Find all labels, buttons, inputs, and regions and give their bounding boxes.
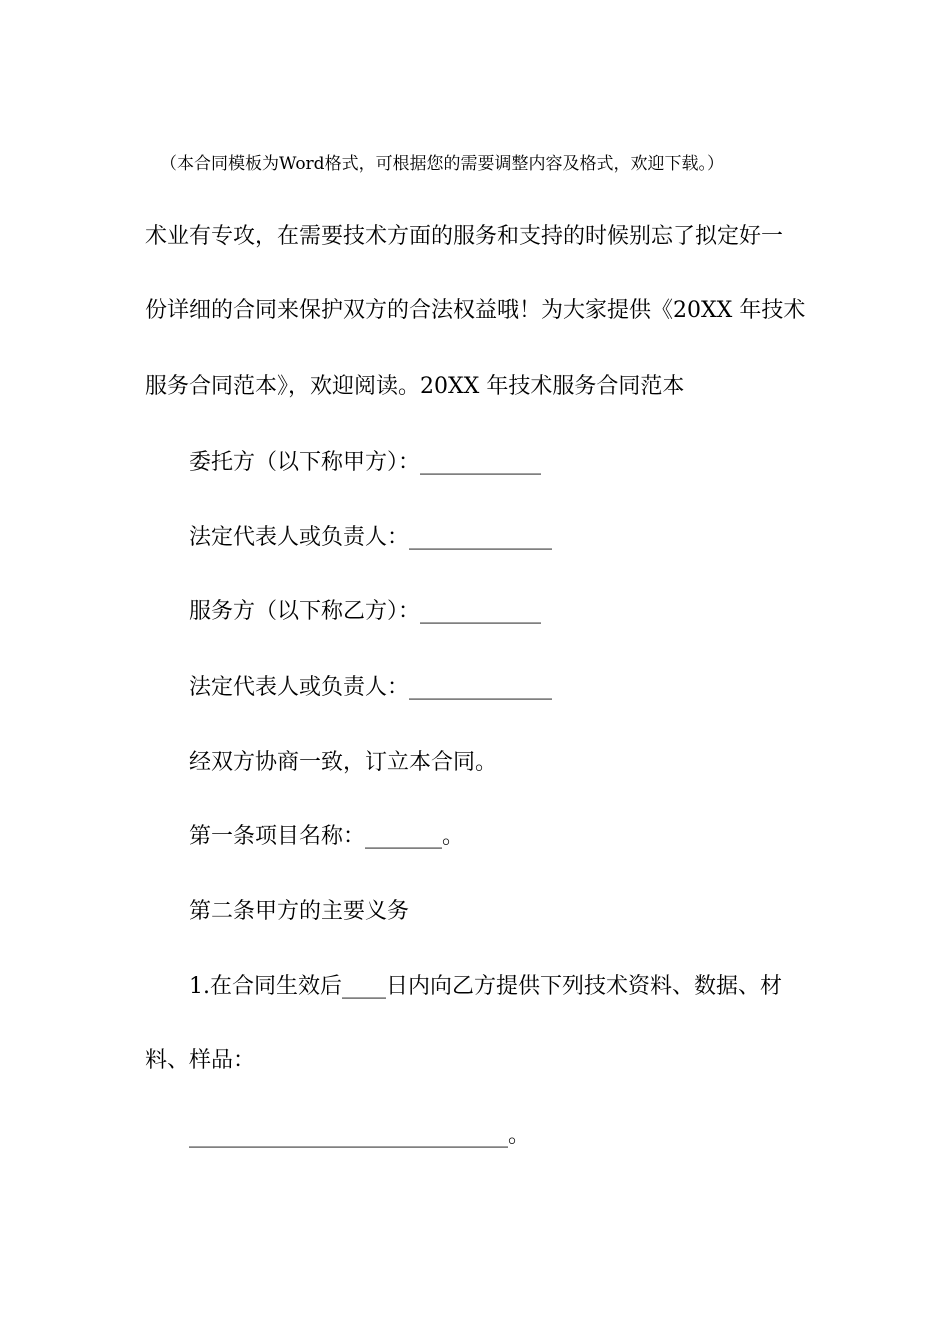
template-note: （本合同模板为Word格式，可根据您的需要调整内容及格式，欢迎下载。） xyxy=(160,154,725,174)
agreement-statement: 经双方协商一致，订立本合同。 xyxy=(189,750,498,775)
intro-line-3: 服务合同范本》，欢迎阅读。20XX 年技术服务合同范本 xyxy=(145,374,685,399)
intro-line-2: 份详细的合同来保护双方的合法权益哦！为大家提供《20XX 年技术 xyxy=(145,298,806,323)
intro-line-1: 术业有专攻，在需要技术方面的服务和支持的时候别忘了拟定好一 xyxy=(145,224,784,249)
field-party-a: 委托方（以下称甲方）：___________ xyxy=(189,450,542,475)
field-party-b: 服务方（以下称乙方）：___________ xyxy=(189,599,542,624)
clause-1-line-2: 料、样品： xyxy=(145,1048,256,1073)
field-party-a-representative: 法定代表人或负责人：_____________ xyxy=(189,525,553,550)
article-2-title: 第二条甲方的主要义务 xyxy=(189,899,410,924)
fill-in-blank-line: _____________________________。 xyxy=(189,1123,531,1148)
field-party-b-representative: 法定代表人或负责人：_____________ xyxy=(189,675,553,700)
article-1-project-name: 第一条项目名称：_______。 xyxy=(189,824,465,849)
clause-1-line-1: 1.在合同生效后____日内向乙方提供下列技术资料、数据、材 xyxy=(189,974,782,999)
